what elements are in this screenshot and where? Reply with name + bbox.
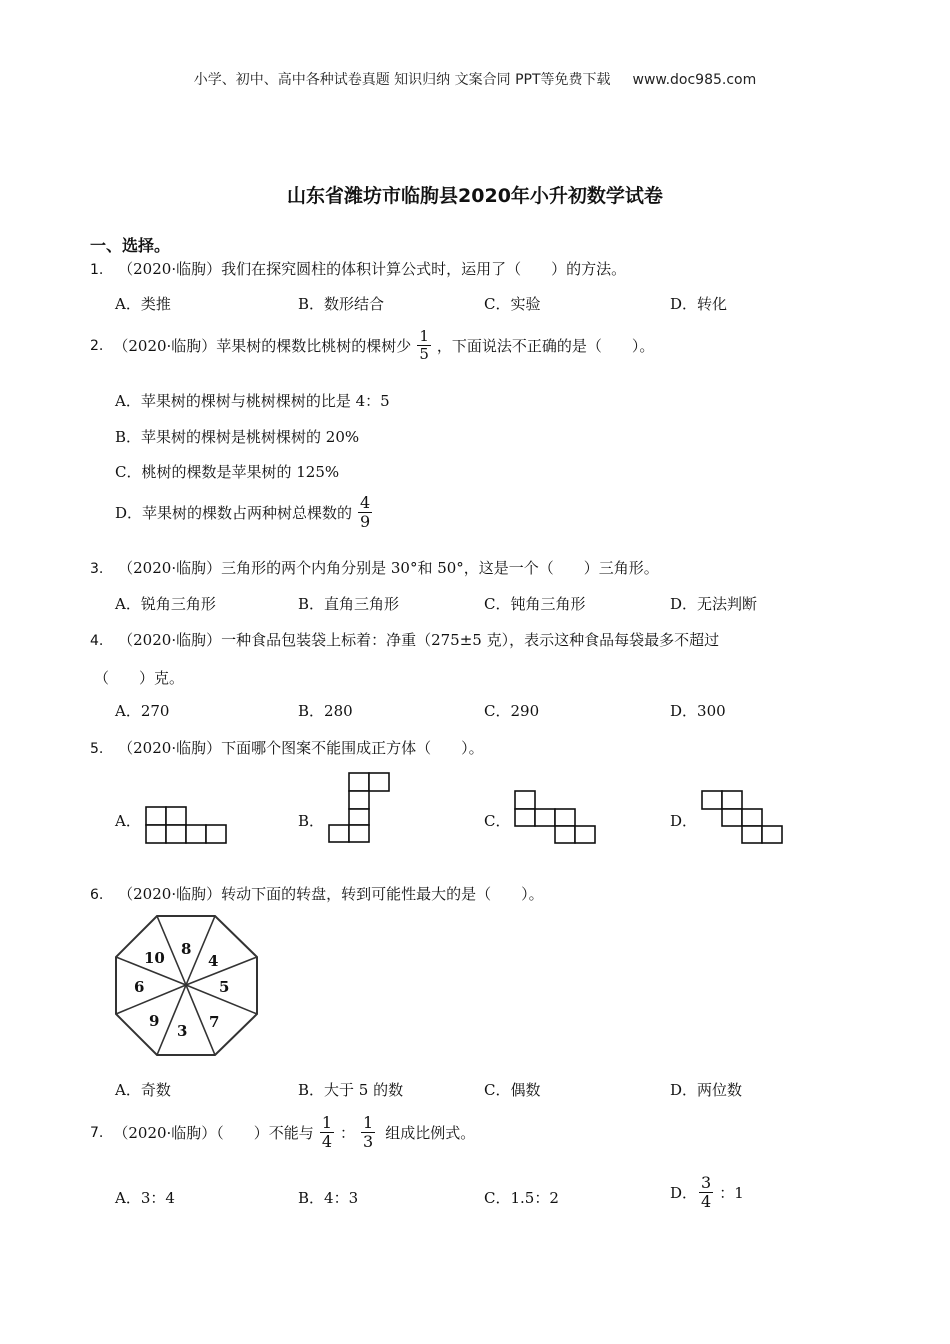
fraction-numerator: 3: [701, 1173, 712, 1192]
net-square: [762, 826, 782, 843]
fraction-numerator: 1: [321, 1113, 332, 1132]
q5-option-d-label[interactable]: D．: [670, 812, 698, 830]
wheel-number: 10: [144, 949, 165, 967]
question-number: 3.: [90, 561, 104, 577]
net-square: [166, 825, 186, 843]
q4-option-a[interactable]: A．270: [115, 702, 170, 720]
q3-option-c[interactable]: C．钝角三角形: [484, 595, 586, 613]
q5-option-c-label[interactable]: C．: [484, 812, 511, 830]
fraction-denominator: 5: [419, 345, 429, 364]
net-square: [349, 809, 369, 825]
cube-net-c[interactable]: [513, 789, 599, 847]
fraction-four-ninths: [358, 494, 372, 532]
section-heading: 一、选择。: [90, 236, 171, 255]
question-2: [90, 328, 654, 364]
exam-title: 山东省潍坊市临朐县2020年小升初数学试卷: [287, 185, 663, 207]
net-square: [555, 826, 575, 843]
net-square: [535, 809, 555, 826]
question-text: （2020·临朐）苹果树的棵数比桃树的棵树少: [113, 337, 412, 356]
q7-option-b[interactable]: B．4：3: [298, 1189, 359, 1207]
net-square: [742, 809, 762, 826]
q5-option-a-label[interactable]: A．: [115, 812, 141, 830]
net-square: [515, 791, 535, 809]
question-text: （2020·临朐）我们在探究圆柱的体积计算公式时，运用了（ ）的方法。: [118, 260, 627, 278]
q3-option-d[interactable]: D．无法判断: [670, 595, 758, 613]
q4-option-d[interactable]: D．300: [670, 702, 726, 720]
q5-option-b-label[interactable]: B．: [298, 812, 325, 830]
q7-option-c[interactable]: C．1.5：2: [484, 1189, 559, 1207]
question-4-continued: （ ）克。: [94, 669, 185, 687]
wheel-number: 3: [177, 1022, 188, 1040]
fraction-numerator: 4: [360, 493, 371, 512]
question-text: （2020·临朐）（ ）不能与: [113, 1124, 314, 1143]
q6-option-b[interactable]: B．大于 5 的数: [298, 1081, 404, 1099]
fraction-numerator: 1: [363, 1113, 374, 1132]
q2-option-d[interactable]: [115, 494, 378, 532]
question-text: （2020·临朐）三角形的两个内角分别是 30°和 50°，这是一个（ ）三角形。: [118, 559, 659, 577]
question-1: [90, 258, 626, 279]
question-text: （2020·临朐）一种食品包装袋上标着：净重（275±5 克），表示这种食品每袋最多不超过: [118, 631, 720, 649]
wheel-number: 7: [209, 1013, 220, 1031]
q3-option-a[interactable]: A．锐角三角形: [115, 595, 216, 613]
wheel-number: 8: [181, 940, 192, 958]
net-square: [186, 825, 206, 843]
fraction-denominator: 9: [360, 512, 371, 532]
question-number: 1.: [90, 262, 104, 278]
q1-option-b[interactable]: B．数形结合: [298, 295, 385, 313]
fraction-one-fifth: [417, 328, 431, 364]
net-square: [742, 826, 762, 843]
q2-option-a[interactable]: A．苹果树的棵树与桃树棵树的比是 4：5: [115, 392, 390, 410]
q4-option-c[interactable]: C．290: [484, 702, 540, 720]
net-square: [702, 791, 722, 809]
page-header: [0, 69, 950, 89]
question-text-continued: ，下面说法不正确的是（ ）。: [436, 337, 655, 356]
q2-option-c[interactable]: C．桃树的棵数是苹果树的 125%: [115, 463, 340, 481]
question-number: 4.: [90, 633, 104, 649]
cube-net-b[interactable]: [327, 771, 393, 845]
cube-net-d[interactable]: [700, 789, 786, 847]
q1-option-a[interactable]: A．类推: [115, 295, 171, 313]
net-square: [349, 791, 369, 809]
wheel-number: 9: [149, 1012, 160, 1030]
q4-option-b[interactable]: B．280: [298, 702, 353, 720]
net-square: [166, 807, 186, 825]
question-number: 7.: [90, 1124, 104, 1141]
question-number: 5.: [90, 741, 104, 757]
net-square: [369, 773, 389, 791]
net-square: [349, 825, 369, 842]
spinner-wheel: [111, 913, 261, 1058]
q1-option-c[interactable]: C．实验: [484, 295, 541, 313]
question-text: （2020·临朐）转动下面的转盘，转到可能性最大的是（ ）。: [118, 885, 544, 903]
wheel-number: 6: [134, 978, 145, 996]
option-text-suffix: ：1: [719, 1184, 744, 1203]
question-text: （2020·临朐）下面哪个图案不能围成正方体（ ）。: [118, 739, 484, 757]
question-4: [90, 629, 719, 650]
q2-option-b[interactable]: B．苹果树的棵树是桃树棵树的 20%: [115, 428, 360, 446]
header-url[interactable]: www.doc985.com: [632, 72, 757, 88]
fraction-denominator: 4: [701, 1192, 712, 1212]
net-square: [206, 825, 226, 843]
q6-option-d[interactable]: D．两位数: [670, 1081, 743, 1099]
net-square: [349, 773, 369, 791]
net-square: [329, 825, 349, 842]
question-number: 2.: [90, 337, 104, 354]
q7-option-a[interactable]: A．3：4: [115, 1189, 175, 1207]
cube-net-a[interactable]: [144, 805, 230, 847]
q7-option-d[interactable]: [670, 1174, 744, 1212]
option-text: D．苹果树的棵数占两种树总棵数的: [115, 504, 353, 523]
question-number: 6.: [90, 887, 104, 903]
net-square: [722, 809, 742, 826]
q6-option-a[interactable]: A．奇数: [115, 1081, 171, 1099]
net-square: [575, 826, 595, 843]
net-square: [722, 791, 742, 809]
net-square: [515, 809, 535, 826]
header-text: 小学、初中、高中各种试卷真题 知识归纳 文案合同 PPT等免费下载: [193, 72, 611, 88]
fraction-denominator: 3: [363, 1132, 374, 1152]
q1-option-d[interactable]: D．转化: [670, 295, 728, 313]
fraction-three-fourths: [699, 1174, 713, 1212]
question-7: [90, 1114, 475, 1152]
fraction-one-fourth: [320, 1114, 334, 1152]
fraction-numerator: 1: [419, 327, 429, 345]
ratio-colon: ：: [340, 1124, 356, 1143]
net-square: [146, 825, 166, 843]
net-square: [146, 807, 166, 825]
net-square: [555, 809, 575, 826]
fraction-denominator: 4: [321, 1132, 332, 1152]
fraction-one-third: [361, 1114, 375, 1152]
wheel-number: 5: [219, 978, 230, 996]
option-text: D．: [670, 1184, 698, 1203]
wheel-number: 4: [208, 952, 219, 970]
q6-option-c[interactable]: C．偶数: [484, 1081, 541, 1099]
q3-option-b[interactable]: B．直角三角形: [298, 595, 400, 613]
question-3: [90, 557, 659, 578]
question-text-continued: 组成比例式。: [385, 1124, 476, 1143]
question-5: [90, 737, 484, 758]
question-6: [90, 883, 544, 904]
